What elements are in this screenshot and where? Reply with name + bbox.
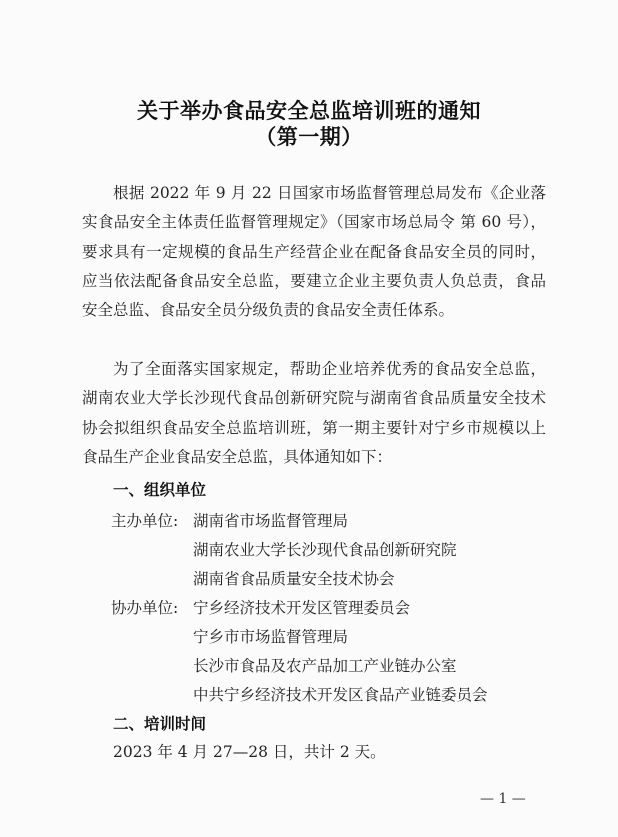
paragraph-2: 为了全面落实国家规定，帮助企业培养优秀的食品安全总监，湖南农业大学长沙现代食品创新研究院与湖南省食品质量安全技术协会拟组织食品安全总监培训班，第一期主要针对宁乡市规模以上食品生产企业食品安全总监，具体通知如下： — [82, 360, 546, 466]
document-subtitle: （第一期） — [255, 124, 363, 149]
section-heading-organizers: 一、组织单位 — [113, 481, 207, 499]
host-label: 主办单位: — [111, 512, 179, 530]
host-item: 湖南省市场监督管理局 — [193, 512, 349, 530]
training-time-text: 2023 年 4 月 27—28 日，共计 2 天。 — [113, 743, 386, 761]
co-host-item: 宁乡经济技术开发区管理委员会 — [193, 599, 411, 617]
co-host-item: 中共宁乡经济技术开发区食品产业链委员会 — [193, 686, 488, 704]
co-host-item: 宁乡市市场监督管理局 — [193, 628, 349, 646]
host-item: 湖南农业大学长沙现代食品创新研究院 — [193, 541, 457, 559]
document-title: 关于举办食品安全总监培训班的通知 — [137, 98, 481, 123]
paragraph-1: 根据 2022 年 9 月 22 日国家市场监督管理总局发布《企业落实食品安全主体责任监督管理规定》（国家市场总局令 第 60 号），要求具有一定规模的食品生产经营企业在配备食品安全员的同时，应当依法配备食品安全总监，要建立企业主要负责人负总责，食品安全总监、食品安全员分级负责的食品安全责任体系。 — [82, 184, 546, 320]
page-number: — 1 — — [480, 791, 526, 807]
host-item: 湖南省食品质量安全技术协会 — [193, 570, 395, 588]
section-heading-training-time: 二、培训时间 — [113, 715, 207, 733]
co-host-item: 长沙市食品及农产品加工产业链办公室 — [193, 657, 457, 675]
co-host-label: 协办单位: — [111, 599, 179, 617]
